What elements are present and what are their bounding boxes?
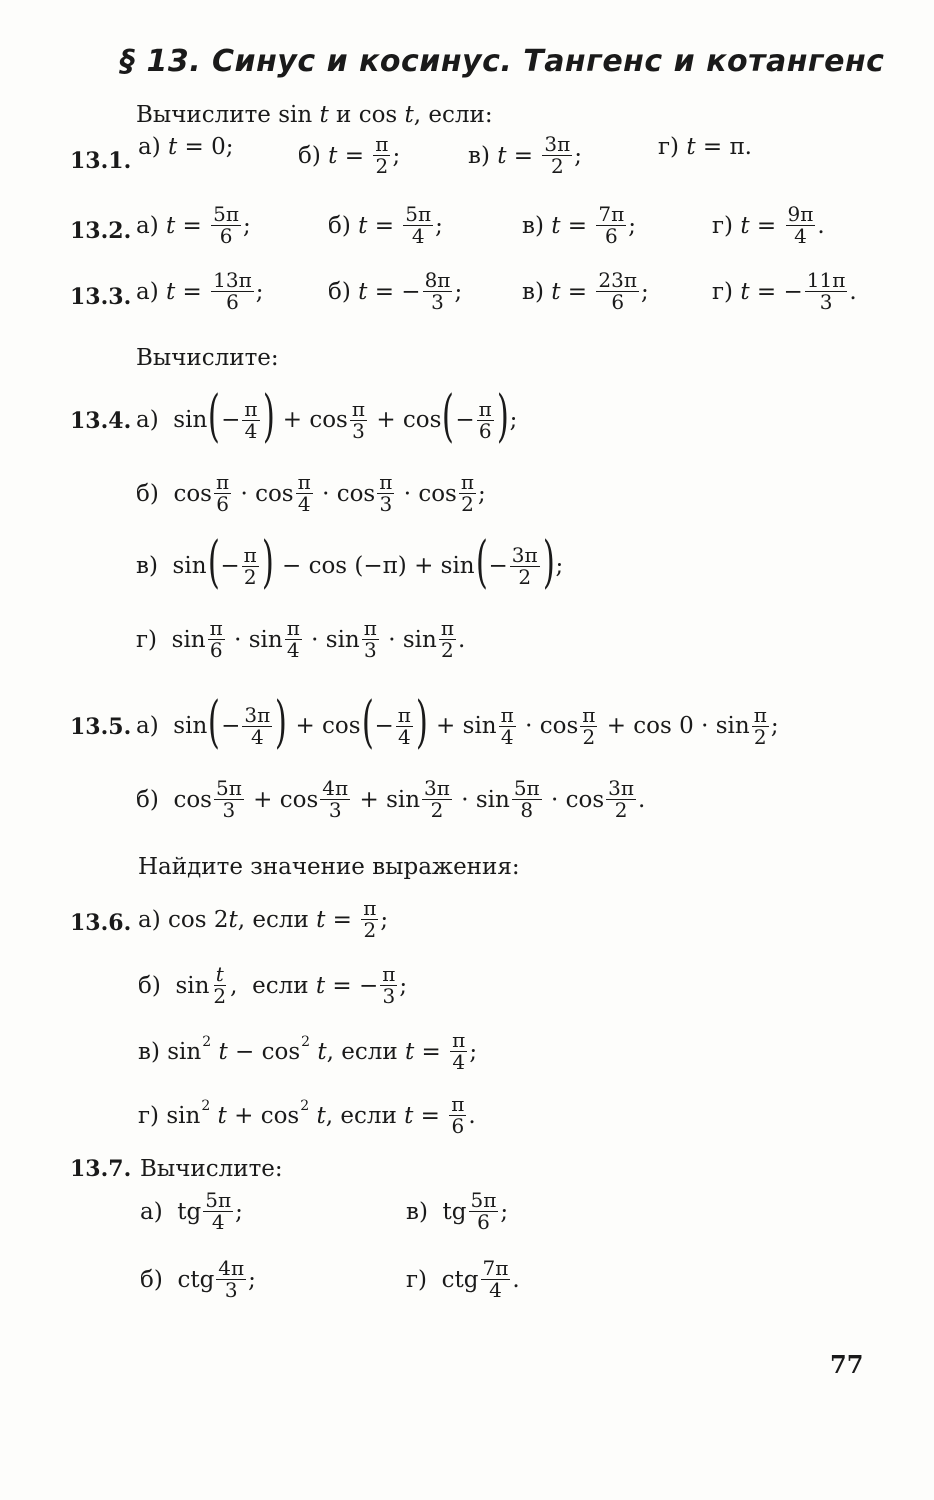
problem-number: 13.4. <box>70 408 132 434</box>
instruction-text: Найдите значение выражения: <box>138 854 520 880</box>
problem-13-4-g: г) sin $\frac{\pi}{6}$ · sin $\frac{\pi}{4}$ · sin $\frac{\pi}{3}$ · sin $\frac{\pi}{2}$ . <box>136 616 466 662</box>
problem-13-6-a: а) cos 2 t , если t = $\frac{\pi}{2}$ ; <box>138 896 389 942</box>
instruction-text: Вычислите: <box>136 345 279 371</box>
page-number: 77 <box>830 1350 864 1379</box>
problem-13-6-v: в) sin 2 t − cos 2 t , если t = $\frac{\pi}{4}$ ; <box>138 1028 478 1074</box>
problem-13-4-b: б) cos $\frac{\pi}{6}$ · cos $\frac{\pi}{4}$ · cos $\frac{\pi}{3}$ · cos $\frac{\pi}{2}$ ; <box>136 470 486 516</box>
problem-13-2-g: г) t = $\frac{9\pi}{4}$ . <box>712 202 825 248</box>
problem-13-2-a: а) t = $\frac{5\pi}{6}$ ; <box>136 202 251 248</box>
problem-13-3-g: г) t = − $\frac{11\pi}{3}$ . <box>712 268 857 314</box>
problem-13-1-a: а) t = 0; <box>138 134 234 160</box>
problem-13-2-v: в) t = $\frac{7\pi}{6}$ ; <box>522 202 637 248</box>
problem-13-1-b: б) t = $\frac{\pi}{2}$ ; <box>298 132 401 178</box>
problem-13-3-v: в) t = $\frac{23\pi}{6}$ ; <box>522 268 649 314</box>
problem-13-6-b: б) sin $\frac{t}{2}$ , если t = − $\frac{\pi}{3}$ ; <box>138 962 408 1008</box>
problem-13-3-a: а) t = $\frac{13\pi}{6}$ ; <box>136 268 264 314</box>
instruction-text: Вычислите sin t и cos t, если: <box>136 102 493 128</box>
problem-13-5-a: а) sin ( − $\frac{3\pi}{4}$ ) + cos ( − $\frac{\pi}{4}$ ) + sin $\frac{\pi}{4}$ · cos $\frac{\pi}{2}$ + cos 0 · sin $\frac{\pi}{2}$ ; <box>136 690 779 755</box>
problem-13-1-g: г) t = π. <box>658 134 752 160</box>
problem-number: 13.5. <box>70 714 132 740</box>
problem-number: 13.1. <box>70 148 132 174</box>
problem-13-7-b: б) ctg $\frac{4\pi}{3}$ ; <box>140 1256 256 1302</box>
problem-13-1-v: в) t = $\frac{3\pi}{2}$ ; <box>468 132 583 178</box>
problem-13-4-v: в) sin ( − $\frac{\pi}{2}$ ) − cos (−π) + sin ( − $\frac{3\pi}{2}$ ) ; <box>136 530 564 595</box>
instruction-text: Вычислите: <box>140 1156 283 1182</box>
problem-13-7-v: в) tg $\frac{5\pi}{6}$ ; <box>406 1188 509 1234</box>
problem-13-4-a: а) sin ( − $\frac{\pi}{4}$ ) + cos $\frac{\pi}{3}$ + cos ( − $\frac{\pi}{6}$ ) ; <box>136 384 518 449</box>
problem-number: 13.2. <box>70 218 132 244</box>
problem-13-5-b: б) cos $\frac{5\pi}{3}$ + cos $\frac{4\pi}{3}$ + sin $\frac{3\pi}{2}$ · sin $\frac{5\pi}{8}$ · cos $\frac{3\pi}{2}$ . <box>136 776 646 822</box>
problem-number: 13.3. <box>70 284 132 310</box>
problem-13-3-b: б) t = − $\frac{8\pi}{3}$ ; <box>328 268 463 314</box>
section-title: § 13. Синус и косинус. Тангенс и котангенс <box>120 44 885 79</box>
problem-13-6-g: г) sin 2 t + cos 2 t , если t = $\frac{\pi}{6}$ . <box>138 1092 476 1138</box>
problem-13-7-a: а) tg $\frac{5\pi}{4}$ ; <box>140 1188 243 1234</box>
problem-number: 13.6. <box>70 910 132 936</box>
problem-13-7-g: г) ctg $\frac{7\pi}{4}$ . <box>406 1256 520 1302</box>
problem-13-2-b: б) t = $\frac{5\pi}{4}$ ; <box>328 202 443 248</box>
problem-number: 13.7. <box>70 1156 132 1182</box>
